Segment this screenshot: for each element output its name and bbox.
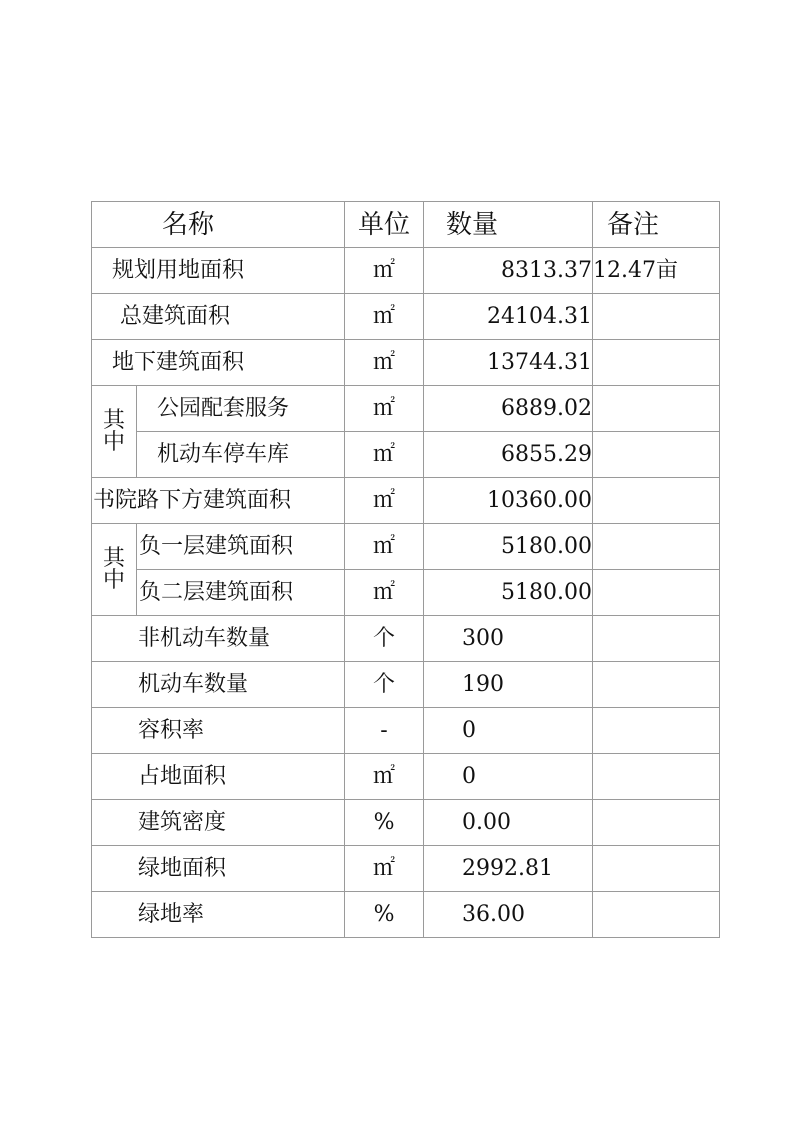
row-name: 地下建筑面积 (92, 340, 345, 386)
table-row (92, 892, 720, 938)
row-note (593, 340, 720, 386)
row-name: 公园配套服务 (137, 386, 345, 432)
group-label-zhong: 中 (102, 429, 125, 455)
group-label-qi: 其 (102, 545, 125, 571)
row-qty: 0 (424, 708, 593, 754)
row-qty: 5180.00 (424, 570, 593, 616)
row-qty: 10360.00 (424, 478, 593, 524)
table-row (92, 386, 720, 432)
table-row (92, 754, 720, 800)
row-unit: ㎡ (345, 248, 424, 294)
row-note (593, 846, 720, 892)
row-unit: ㎡ (345, 570, 424, 616)
row-unit: % (345, 892, 424, 938)
table-row (92, 616, 720, 662)
row-note (593, 800, 720, 846)
row-unit: ㎡ (345, 432, 424, 478)
row-note (593, 754, 720, 800)
table-row (92, 524, 720, 570)
row-unit: ㎡ (345, 294, 424, 340)
row-qty: 0 (424, 754, 593, 800)
header-name: 名称 (92, 202, 345, 248)
row-name: 书院路下方建筑面积 (92, 478, 345, 524)
row-qty: 190 (424, 662, 593, 708)
table-row (92, 478, 720, 524)
row-name: 总建筑面积 (92, 294, 345, 340)
row-qty: 2992.81 (424, 846, 593, 892)
row-name: 容积率 (92, 708, 345, 754)
row-note: 12.47亩 (593, 248, 720, 294)
row-qty: 300 (424, 616, 593, 662)
statistics-table (91, 201, 720, 938)
row-qty: 5180.00 (424, 524, 593, 570)
row-name: 负二层建筑面积 (137, 570, 345, 616)
table-row (92, 432, 720, 478)
row-name: 负一层建筑面积 (137, 524, 345, 570)
row-note (593, 432, 720, 478)
row-unit: % (345, 800, 424, 846)
group-label-qi: 其 (102, 407, 125, 433)
row-qty: 0.00 (424, 800, 593, 846)
row-note (593, 386, 720, 432)
row-unit: ㎡ (345, 846, 424, 892)
row-note (593, 892, 720, 938)
table-header-row (92, 202, 720, 248)
table-row (92, 846, 720, 892)
table-row (92, 708, 720, 754)
row-name: 规划用地面积 (92, 248, 345, 294)
table-row (92, 294, 720, 340)
row-qty: 6889.02 (424, 386, 593, 432)
table-row (92, 340, 720, 386)
header-note: 备注 (593, 202, 720, 248)
row-note (593, 662, 720, 708)
row-qty: 6855.29 (424, 432, 593, 478)
row-unit: - (345, 708, 424, 754)
group-label-among (92, 386, 137, 478)
row-name: 机动车数量 (92, 662, 345, 708)
row-note (593, 708, 720, 754)
row-unit: ㎡ (345, 524, 424, 570)
row-qty: 13744.31 (424, 340, 593, 386)
row-name: 绿地面积 (92, 846, 345, 892)
row-note (593, 524, 720, 570)
row-qty: 8313.37 (424, 248, 593, 294)
row-unit: ㎡ (345, 340, 424, 386)
row-note (593, 570, 720, 616)
header-quantity: 数量 (424, 202, 593, 248)
row-unit: ㎡ (345, 478, 424, 524)
row-name: 机动车停车库 (137, 432, 345, 478)
table-row (92, 248, 720, 294)
row-unit: 个 (345, 662, 424, 708)
group-label-among (92, 524, 137, 616)
row-note (593, 616, 720, 662)
group-label-zhong: 中 (102, 567, 125, 593)
row-note (593, 294, 720, 340)
row-unit: ㎡ (345, 754, 424, 800)
row-unit: 个 (345, 616, 424, 662)
table-row (92, 662, 720, 708)
header-unit: 单位 (345, 202, 424, 248)
row-qty: 24104.31 (424, 294, 593, 340)
row-unit: ㎡ (345, 386, 424, 432)
row-name: 非机动车数量 (92, 616, 345, 662)
row-qty: 36.00 (424, 892, 593, 938)
table-row (92, 800, 720, 846)
row-name: 建筑密度 (92, 800, 345, 846)
row-note (593, 478, 720, 524)
row-name: 绿地率 (92, 892, 345, 938)
table-row (92, 570, 720, 616)
row-name: 占地面积 (92, 754, 345, 800)
